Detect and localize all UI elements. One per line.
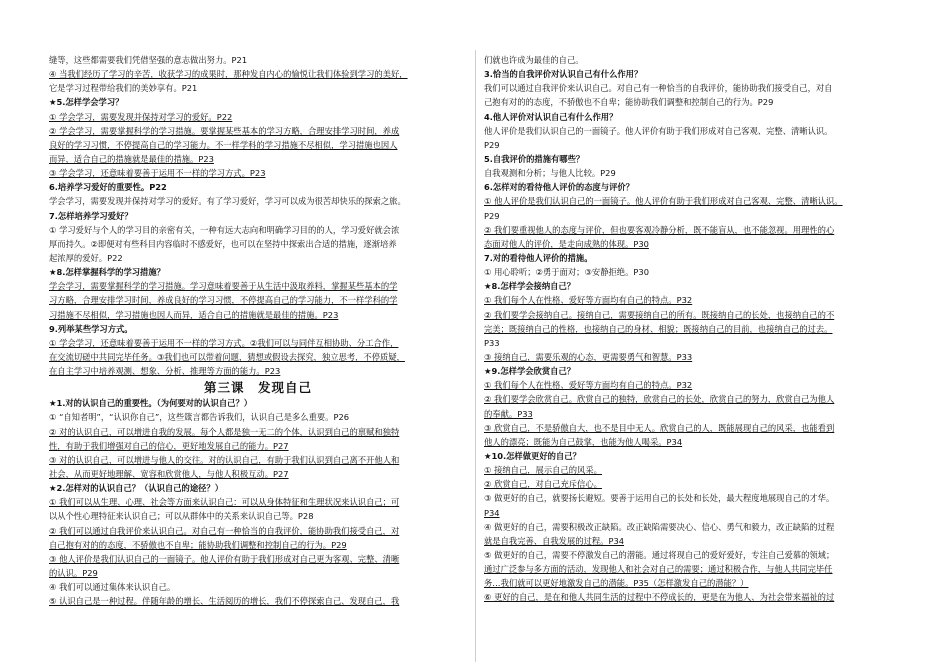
line-text: 务…我们就可以更好地激发自己的潜能。P35（怎样激发自己的潜能？） [484, 578, 749, 589]
text-line [49, 410, 467, 424]
text-line [49, 166, 467, 180]
text-line [484, 308, 904, 322]
section-heading [484, 251, 904, 265]
text-line [49, 439, 467, 453]
line-text: ⑥ 更好的自己，是在和他人共同生活的过程中不停成长的，更是在为他人、为社会带来福祉的过 [484, 592, 835, 603]
line-text: 3.恰当的自我评价对认识自己有什么作用？ [484, 69, 643, 80]
line-text: ⑤ 做更好的自己，需要不停激发自己的潜能。通过将现自己的爱好爱好，专注自己爱慕的领域； [484, 549, 835, 560]
line-text: ② 我们要重视他人的态度与评价，但也要客观冷静分析，既不能盲从，也不能忽视。用理性的心 [484, 224, 835, 235]
text-line [49, 524, 467, 538]
line-text: 习方略，合理安排学习时间，养成良好的学习习惯，不停提高自己的学习能力，不一样学科的学 [49, 295, 398, 306]
line-text: P29 [484, 139, 500, 150]
text-line [484, 435, 904, 449]
section-heading [484, 449, 904, 463]
section-heading [484, 279, 904, 293]
line-text: 在交流切磋中共同完毕任务。③我们也可以带着问题，猜想或假设去探究，独立思考，不停质疑， [49, 351, 405, 362]
line-text: 以从个性心理特征来认识自己；可以从群体中的关系来认识自己等。P28 [49, 511, 314, 522]
text-line [484, 223, 904, 237]
section-heading [49, 322, 467, 336]
line-text: 缝等，这些都需要我们凭借坚强的意志做出努力。P21 [49, 55, 248, 65]
line-text: ④ 做更好的自己，需要积极改正缺陷。改正缺陷需要决心、信心、勇气和毅力，改正缺陷的过程 [484, 521, 835, 532]
section-heading [49, 265, 467, 279]
line-text: 良好的学习习惯，不停提高自己的学习能力。不一样学科的学习措施不尽相似，学习措施也因人 [49, 139, 398, 150]
line-text: ② 我们可以通过自我评价来认识自己。对自己有一种恰当的自我评价，能协助我们接受自己，对 [49, 525, 400, 536]
line-text: ① 学习爱好与个人的学习目的亲密有关，一种有远大志向和明确学习目的的人，学习爱好就会浓 [49, 224, 400, 235]
text-line [484, 124, 904, 138]
line-text: ⑤ 认识自己是一种过程。伴随年龄的增长、生活阅历的增长，我们不停探索自己、发现自己，我 [49, 596, 400, 607]
line-text: ① “自知者明”，“认识你自己”，这些箴言都告诉我们，认识自己是多么重要。P26 [49, 412, 350, 423]
line-text: ★2.怎样对的认识自己？（认识自己的途径？） [49, 483, 224, 494]
line-text: 的奉献。P33 [484, 408, 533, 419]
text-line [49, 110, 467, 124]
line-text: ① 我们可以从生理、心理、社会等方面来认识自己：可以从身体特征和生理状况来认识自己；可 [49, 497, 400, 508]
line-text: 7.怎样培养学习爱好？ [49, 210, 133, 221]
line-text: 9.列举某些学习方式。 [49, 323, 133, 334]
line-text: ★8.怎样掌握科学的学习措施？ [49, 267, 165, 278]
line-text: ① 学会学习，还意味着要善于运用不一样的学习方式。②我们可以与同伴互相协助、分工合作， [49, 337, 399, 348]
text-line [49, 538, 467, 552]
line-text: 厚而持久。②即便对有些科目内容临时不感爱好，也可以在坚持中探索出合适的措施，逐渐培养 [49, 238, 397, 249]
line-text: ② 欣赏自己，对自己充斥信心。 [484, 479, 602, 490]
line-text: 自己抱有对的的态度，不骄傲也不自卑；能协助我们调整和控制自己的行为。P29 [49, 539, 347, 550]
line-text: ③ 欣赏自己，不是骄傲自大，也不是目中无人。欣赏自己的人，既能展现自己的风采，也能看到 [484, 422, 835, 433]
text-line [49, 81, 467, 95]
text-line [484, 477, 904, 491]
line-text: 6.培养学习爱好的重要性。P22 [49, 182, 167, 193]
line-text: 态面对他人的评价，是走向成熟的体现。P30 [484, 238, 649, 249]
text-line [49, 336, 467, 350]
section-heading [49, 209, 467, 223]
line-text: 起浓厚的爱好。P22 [49, 252, 123, 263]
line-text: 第三课 发现自己 [203, 380, 312, 396]
line-text: ② 我们要学会接纳自己。接纳自己，需要接纳自己的所有。既接纳自己的长处，也接纳自己的不 [484, 309, 835, 320]
line-text: 它是学习过程带给我们的美妙享有。P21 [49, 83, 198, 94]
text-line [484, 166, 904, 180]
text-line [484, 336, 904, 350]
text-line [484, 322, 904, 336]
line-text: 5.自我评价的措施有哪些？ [484, 153, 585, 164]
line-text: 6.怎样对的看待他人评价的态度与评价？ [484, 182, 634, 193]
left-column [49, 53, 467, 608]
line-text: ③ 对的认识自己，可以增进与他人的交往。对的认识自己，有助于我们认识到自己离不开他人和 [49, 454, 400, 465]
text-line [484, 392, 904, 406]
line-text: ★5.怎样学会学习？ [49, 97, 124, 108]
line-text: 性，有助于我们增强对自己的信心，更好地发展自己的能力。P27 [49, 440, 289, 451]
text-line [484, 491, 904, 505]
line-text: 自我观测和分析；与他人比较。P29 [484, 168, 616, 179]
line-text: 习措施不尽相似，学习措施也因人而异，适合自己的措施就是最佳的措施。P23 [49, 309, 339, 320]
line-text: ★8.怎样学会接纳自己？ [484, 281, 576, 292]
text-line [49, 152, 467, 166]
text-line [49, 594, 467, 608]
line-text: ③ 接纳自己，需要乐观的心态，更需要勇气和智慧。P33 [484, 351, 693, 362]
text-line [484, 350, 904, 364]
line-text: 们就也许成为最佳的自己。 [484, 55, 584, 65]
text-line [484, 378, 904, 392]
right-column [484, 53, 904, 604]
text-line [49, 223, 467, 237]
line-text: ① 我们每个人在性格、爱好等方面均有自己的特点。P32 [484, 295, 693, 306]
line-text: 学会学习，需要掌握科学的学习措施。学习意味着要善于从生活中汲取养料，掌握某些基本的学 [49, 281, 398, 292]
section-heading [49, 396, 467, 410]
text-line [49, 364, 467, 378]
line-text: ① 学会学习，需要发现并保持对学习的爱好。P22 [49, 111, 233, 122]
text-line [484, 209, 904, 223]
text-line [484, 506, 904, 520]
text-line [49, 237, 467, 251]
line-text: ★1.对的认识自己的重要性。（为何要对的认识自己？） [49, 398, 253, 409]
line-text: 在自主学习中培养观测、想象、分析、推理等方面的能力。P23 [49, 366, 281, 377]
line-text: ② 我们要学会欣赏自己。欣赏自己的独特，欣赏自己的长处，欣赏自己的努力，欣赏自己为他人 [484, 394, 835, 405]
line-text: 社会，从而更好地理解、宽容和欣赏他人，与他人积极互动。P27 [49, 468, 289, 479]
line-text: ③ 他人评价是我们认识自己的一面镜子。他人评价有助于我们形成对自己更为客观、完整、清晰 [49, 553, 400, 564]
text-line [484, 81, 904, 95]
line-text: ★9.怎样学会欣赏自己？ [484, 366, 576, 377]
line-text: ★10.怎样做更好的自己？ [484, 450, 581, 461]
text-line [49, 293, 467, 307]
text-line [49, 566, 467, 580]
text-line [49, 279, 467, 293]
text-line [484, 95, 904, 109]
text-line [49, 308, 467, 322]
text-line [49, 53, 467, 67]
text-line [484, 138, 904, 152]
text-line [484, 520, 904, 534]
text-line [484, 534, 904, 548]
section-heading [484, 180, 904, 194]
text-line [484, 237, 904, 251]
text-line [49, 453, 467, 467]
section-heading [484, 110, 904, 124]
line-text: ② 对的认识自己，可以增进自我的发展。每个人都是独一无二的个体，认识到自己的禀赋和独特 [49, 426, 400, 437]
line-text: 就是自我完善、自我发展的过程。P34 [484, 535, 625, 546]
text-line [49, 552, 467, 566]
line-text: ④ 当我们经历了学习的辛苦，收获学习的成果时，那种发自内心的愉悦让我们体验到学习的美好， [49, 69, 408, 80]
line-text: P29 [484, 210, 500, 221]
text-line [49, 580, 467, 594]
section-heading [49, 180, 467, 194]
section-heading [49, 481, 467, 495]
text-line [484, 421, 904, 435]
line-text: P33 [484, 337, 500, 348]
line-text: 他人的漂亮；既能为自己鼓掌，也能为他人喝采。P34 [484, 436, 683, 447]
column-divider [475, 50, 476, 662]
line-text: 通过广泛参与多方面的活动，发现他人和社会对自己的需要；通过积极合作，与他人共同完毕任 [484, 564, 833, 575]
text-line [49, 509, 467, 523]
line-text: 完美；既接纳自己的性格，也接纳自己的身材、相貌；既接纳自己的目前，也接纳自己的过去。 [484, 323, 833, 334]
text-line [484, 265, 904, 279]
line-text: ① 他人评价是我们认识自己的一面镜子。他人评价有助于我们形成对自己客观、完整、清晰认识。 [484, 196, 843, 207]
text-line [49, 467, 467, 481]
line-text: ① 我们每个人在性格、爱好等方面均有自己的特点。P32 [484, 380, 693, 391]
text-line [484, 293, 904, 307]
line-text: ③ 学会学习，还意味着要善于运用不一样的学习方式。P23 [49, 168, 266, 179]
line-text: ① 用心聆听；②勇于面对；③安静拒绝。P30 [484, 267, 649, 278]
section-heading [484, 152, 904, 166]
text-line [49, 138, 467, 152]
text-line [49, 425, 467, 439]
text-line [484, 590, 904, 604]
text-line [484, 548, 904, 562]
line-text: ④ 我们可以通过集体来认识自己。 [49, 582, 176, 593]
line-text: 我们可以通过自我评价来认识自己。对自己有一种恰当的自我评价，能协助我们接受自己，对自 [484, 83, 833, 94]
section-heading [484, 364, 904, 378]
text-line [49, 251, 467, 265]
lesson-title [49, 378, 467, 396]
text-line [49, 124, 467, 138]
text-line [484, 463, 904, 477]
line-text: ③ 做更好的自己，就要扬长避短。要善于运用自己的长处和长处，最大程度地展现自己的才华。 [484, 493, 835, 504]
line-text: 7.对的看待他人评价的措施。 [484, 252, 593, 263]
line-text: ② 学会学习，需要掌握科学的学习措施。要掌握某些基本的学习方略，合理安排学习时间，养成 [49, 125, 400, 136]
text-line [49, 350, 467, 364]
line-text: 4.他人评价对认识自己有什么作用？ [484, 111, 618, 122]
line-text: 的认识。P29 [49, 567, 98, 578]
line-text: 学会学习，需要发现并保持对学习的爱好。有了学习爱好，学习可以成为很苦却快乐的探索之旅。 [49, 196, 406, 207]
text-line [49, 495, 467, 509]
text-line [49, 194, 467, 208]
text-line [484, 562, 904, 576]
section-heading [49, 95, 467, 109]
text-line [484, 576, 904, 590]
line-text: 己抱有对的的态度，不骄傲也不自卑；能协助我们调整和控制自己的行为。P29 [484, 97, 774, 108]
line-text: 他人评价是我们认识自己的一面镜子。他人评价有助于我们形成对自己客观、完整、清晰认识。 [484, 125, 833, 136]
text-line [484, 407, 904, 421]
text-line [484, 53, 904, 67]
line-text: ① 接纳自己，展示自己的风采。 [484, 465, 602, 476]
line-text: 而异，适合自己的措施就是最佳的措施。P23 [49, 153, 214, 164]
section-heading [484, 67, 904, 81]
text-line [484, 194, 904, 208]
text-line [49, 67, 467, 81]
line-text: P34 [484, 507, 500, 518]
